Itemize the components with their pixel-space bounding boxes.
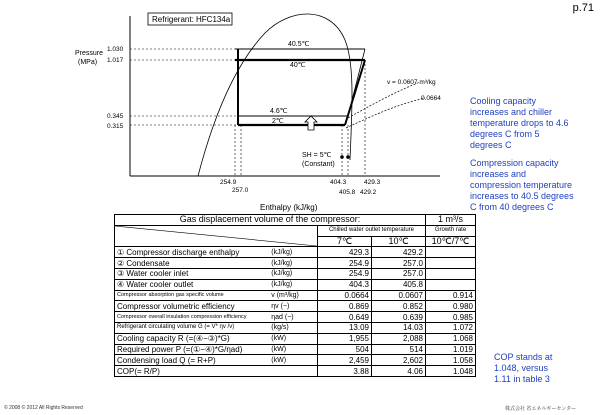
cond-temp-new-label: 40.5℃ [288,41,310,48]
table-row [115,312,476,323]
row-label: ③ Water cooler inlet [115,268,270,279]
value-10c: 514 [372,344,426,355]
evap-temp-new-label: 4.6℃ [270,108,288,115]
table-row [115,247,476,258]
value-10c: 0.639 [372,312,426,323]
value-7c: 1,955 [318,333,372,344]
row-unit: (kg/s) [269,322,317,333]
col-group-header: Chilled water outlet temperature [318,225,426,236]
row-label: Cooling capacity R (=(④−③)*G) [115,333,270,344]
growth-rate: 0.985 [426,312,476,323]
row-label: COP(= R/P) [115,366,270,377]
row-unit [269,366,317,377]
row-unit: (kW) [269,355,317,366]
x-axis-label: Enthalpy (kJ/kg) [260,203,318,212]
table-title-row [115,215,476,226]
value-10c: 429.2 [372,247,426,258]
growth-rate [426,268,476,279]
value-7c: 504 [318,344,372,355]
table-row [115,344,476,355]
value-7c: 0.0664 [318,290,372,301]
row-unit: (kJ/kg) [269,279,317,290]
value-10c: 257.0 [372,258,426,269]
row-unit: (kJ/kg) [269,268,317,279]
row-label: ② Condensate [115,258,270,269]
row-unit: v (m³/kg) [269,290,317,301]
sv-curve-1 [348,82,420,118]
note-cop: COP stands at 1.048, versus 1.11 in table 3 [494,352,553,384]
value-7c: 254.9 [318,268,372,279]
col-10c-header: 10℃ [372,236,426,247]
table-corner-cell [115,225,318,247]
x-tick: 254.9 [220,179,237,186]
x-tick: 429.2 [360,189,377,196]
row-unit: (kW) [269,344,317,355]
value-7c: 404.3 [318,279,372,290]
table-title: Gas displacement volume of the compressor: [115,215,426,226]
row-unit: (kJ/kg) [269,247,317,258]
table-row [115,279,476,290]
note-compression-capacity: Compression capacity increases and compression temperature increases to 40.5 degrees C from 40 degrees C [470,158,574,212]
superheat-label: SH = 5℃ [302,152,332,159]
growth-rate [426,258,476,269]
y-axis-label-1: Pressure [75,50,104,57]
growth-rate: 1.058 [426,355,476,366]
y-tick: 0.315 [107,123,124,130]
row-unit: (kW) [269,333,317,344]
value-7c: 254.9 [318,258,372,269]
table-row [115,322,476,333]
value-7c: 13.09 [318,322,372,333]
value-7c: 0.649 [318,312,372,323]
growth-rate: 0.980 [426,301,476,312]
value-7c: 429.3 [318,247,372,258]
x-tick: 257.0 [232,187,249,194]
evap-temp-old-label: 2℃ [272,118,284,125]
row-label: ④ Water cooler outlet [115,279,270,290]
row-label: Refrigerant circulating volume G (= V* ηv /v) [115,322,270,333]
up-arrow-icon [305,116,317,130]
row-label: ① Compressor discharge enthalpy [115,247,270,258]
table-row [115,355,476,366]
y-tick: 1.017 [107,57,124,64]
sv-curve-2 [346,98,425,128]
row-label: Required power P (=(①−④)*G/ηad) [115,344,270,355]
value-7c: 3.88 [318,366,372,377]
row-label: Compressor volumetric efficiency [115,301,270,312]
value-10c: 0.0607 [372,290,426,301]
growth-rate: 1.068 [426,333,476,344]
cond-temp-old-label: 40℃ [290,62,306,69]
value-10c: 2,088 [372,333,426,344]
table-row [115,366,476,377]
table-row [115,333,476,344]
y-tick: 1.030 [107,46,124,53]
value-10c: 4.06 [372,366,426,377]
row-label: Condensing load Q (= R+P) [115,355,270,366]
value-7c: 2,459 [318,355,372,366]
compressor-table [114,214,476,377]
value-10c: 14.03 [372,322,426,333]
sv-label-1: v = 0.0607 m³/kg [387,79,436,86]
table-row [115,301,476,312]
growth-rate: 1.072 [426,322,476,333]
growth-rate [426,247,476,258]
y-tick: 0.345 [107,113,124,120]
company-name: 株式会社 省エネルギーセンター [505,406,577,412]
value-10c: 257.0 [372,268,426,279]
growth-rate: 0.914 [426,290,476,301]
table-row [115,290,476,301]
value-10c: 0.852 [372,301,426,312]
col-ratio-header: 10℃/7℃ [426,236,476,247]
value-10c: 2,602 [372,355,426,366]
row-unit: (kJ/kg) [269,258,317,269]
y-axis-label-2: (MPa) [78,59,98,66]
refrigerant-label: Refrigerant: HFC134a [152,15,231,24]
row-label: Compressor absorption gas specific volume [115,290,270,301]
table-title-value: 1 m³/s [426,215,476,226]
growth-rate: 1.048 [426,366,476,377]
row-unit: ηv (−) [269,301,317,312]
copyright: © 2008 © 2012 All Rights Reserved [4,405,83,411]
x-tick: 405.8 [339,189,356,196]
table-row [115,258,476,269]
growth-rate: 1.019 [426,344,476,355]
growth-rate [426,279,476,290]
superheat-note: (Constant) [302,161,335,168]
note-cooling-capacity: Cooling capacity increases and chiller temperature drops to 4.6 degrees C from 5 degrees C [470,96,569,150]
table-row [115,268,476,279]
table-header-row [115,225,476,236]
row-unit: ηad (−) [269,312,317,323]
row-label: Compressor overall insulation compression efficiency [115,312,270,323]
superheat-dot [346,155,350,159]
x-tick: 404.3 [330,179,347,186]
value-7c: 0.869 [318,301,372,312]
superheat-dot [340,155,344,159]
value-10c: 405.8 [372,279,426,290]
sv-label-2: 0.0664 [421,95,441,102]
x-tick: 429.3 [364,179,381,186]
page-number: p.71 [572,2,594,14]
col-7c-header: 7℃ [318,236,372,247]
col-growth-header: Growth rate [426,225,476,236]
